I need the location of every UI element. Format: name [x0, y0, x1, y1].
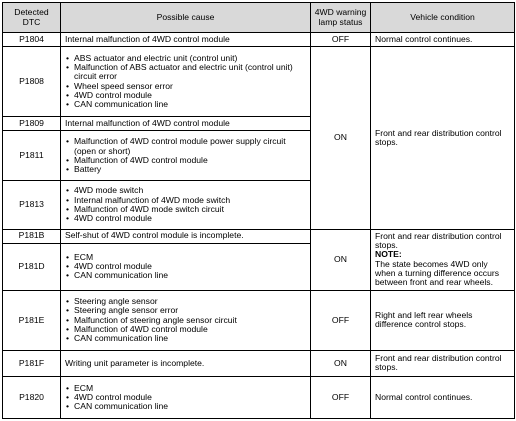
list-item: • Malfunction of steering angle sensor circuit	[65, 316, 306, 325]
list-item: • 4WD control module	[65, 262, 306, 271]
table-row	[3, 47, 515, 117]
list-item: • Steering angle sensor error	[65, 306, 306, 315]
vehicle-condition: Right and left rear wheels difference control stops.	[371, 290, 515, 350]
vehicle-condition: Front and rear distribution control stops.	[371, 47, 515, 229]
lamp-status: OFF	[311, 376, 371, 418]
vehicle-condition: Normal control continues.	[371, 33, 515, 47]
list-item: • CAN communication line	[65, 100, 306, 109]
list-item: • CAN communication line	[65, 271, 306, 280]
lamp-status: OFF	[311, 33, 371, 47]
lamp-status: ON	[311, 350, 371, 376]
list-item: • CAN communication line	[65, 334, 306, 343]
vehicle-condition: Normal control continues.	[371, 376, 515, 418]
list-item: • 4WD control module	[65, 393, 306, 402]
dtc-code: P1804	[3, 33, 61, 47]
list-item: • Malfunction of 4WD control module	[65, 156, 306, 165]
cause-list-cell	[61, 243, 311, 290]
cause-text: Internal malfunction of 4WD control module	[61, 117, 311, 131]
vehicle-condition: Front and rear distribution control stops.	[371, 350, 515, 376]
list-item: • Wheel speed sensor error	[65, 82, 306, 91]
dtc-code: P1809	[3, 117, 61, 131]
vehicle-condition	[371, 229, 515, 290]
header-lamp: 4WD warning lamp status	[311, 3, 371, 33]
dtc-code: P1808	[3, 47, 61, 117]
cause-text: Internal malfunction of 4WD control module	[61, 33, 311, 47]
list-item: • Malfunction of ABS actuator and electric unit (control unit) circuit error	[65, 63, 306, 82]
dtc-code: P181E	[3, 290, 61, 350]
cause-list	[65, 54, 306, 110]
dtc-code: P181D	[3, 243, 61, 290]
table-row	[3, 350, 515, 376]
table-row	[3, 33, 515, 47]
cause-list-cell	[61, 376, 311, 418]
cause-list-cell	[61, 181, 311, 229]
list-item: • ABS actuator and electric unit (control unit)	[65, 54, 306, 63]
table-row	[3, 229, 515, 243]
list-item: • CAN communication line	[65, 402, 306, 411]
list-item: • Battery	[65, 165, 306, 174]
dtc-code: P181F	[3, 350, 61, 376]
dtc-code: P1811	[3, 131, 61, 181]
cause-list-cell	[61, 290, 311, 350]
header-cause: Possible cause	[61, 3, 311, 33]
cause-list-cell	[61, 131, 311, 181]
condition-text: Front and rear distribution control stops.	[375, 230, 502, 250]
list-item: • Malfunction of 4WD control module	[65, 325, 306, 334]
table-row	[3, 376, 515, 418]
dtc-code: P181B	[3, 229, 61, 243]
list-item: • ECM	[65, 384, 306, 393]
list-item: • 4WD mode switch	[65, 186, 306, 195]
cause-list	[65, 297, 306, 343]
cause-text: Writing unit parameter is incomplete.	[61, 350, 311, 376]
header-row	[3, 3, 515, 33]
note-label: NOTE:	[375, 249, 402, 260]
cause-list	[65, 137, 306, 174]
lamp-status: ON	[311, 229, 371, 290]
cause-list-cell	[61, 47, 311, 117]
list-item: • ECM	[65, 253, 306, 262]
dtc-table	[2, 2, 515, 419]
cause-list	[65, 253, 306, 281]
dtc-code: P1813	[3, 181, 61, 229]
table-row	[3, 290, 515, 350]
list-item: • 4WD control module	[65, 91, 306, 100]
cause-list	[65, 384, 306, 412]
list-item: • Steering angle sensor	[65, 297, 306, 306]
header-condition: Vehicle condition	[371, 3, 515, 33]
list-item: • Malfunction of 4WD control module power supply circuit (open or short)	[65, 137, 306, 156]
note-text: The state becomes 4WD only when a turning difference occurs between front and rear wheels.	[375, 258, 500, 288]
list-item: • Malfunction of 4WD mode switch circuit	[65, 205, 306, 214]
list-item: • 4WD control module	[65, 214, 306, 223]
cause-text: Self-shut of 4WD control module is incomplete.	[61, 229, 311, 243]
dtc-code: P1820	[3, 376, 61, 418]
lamp-status: OFF	[311, 290, 371, 350]
list-item: • Internal malfunction of 4WD mode switch	[65, 196, 306, 205]
cause-list	[65, 186, 306, 223]
header-dtc: Detected DTC	[3, 3, 61, 33]
lamp-status: ON	[311, 47, 371, 229]
